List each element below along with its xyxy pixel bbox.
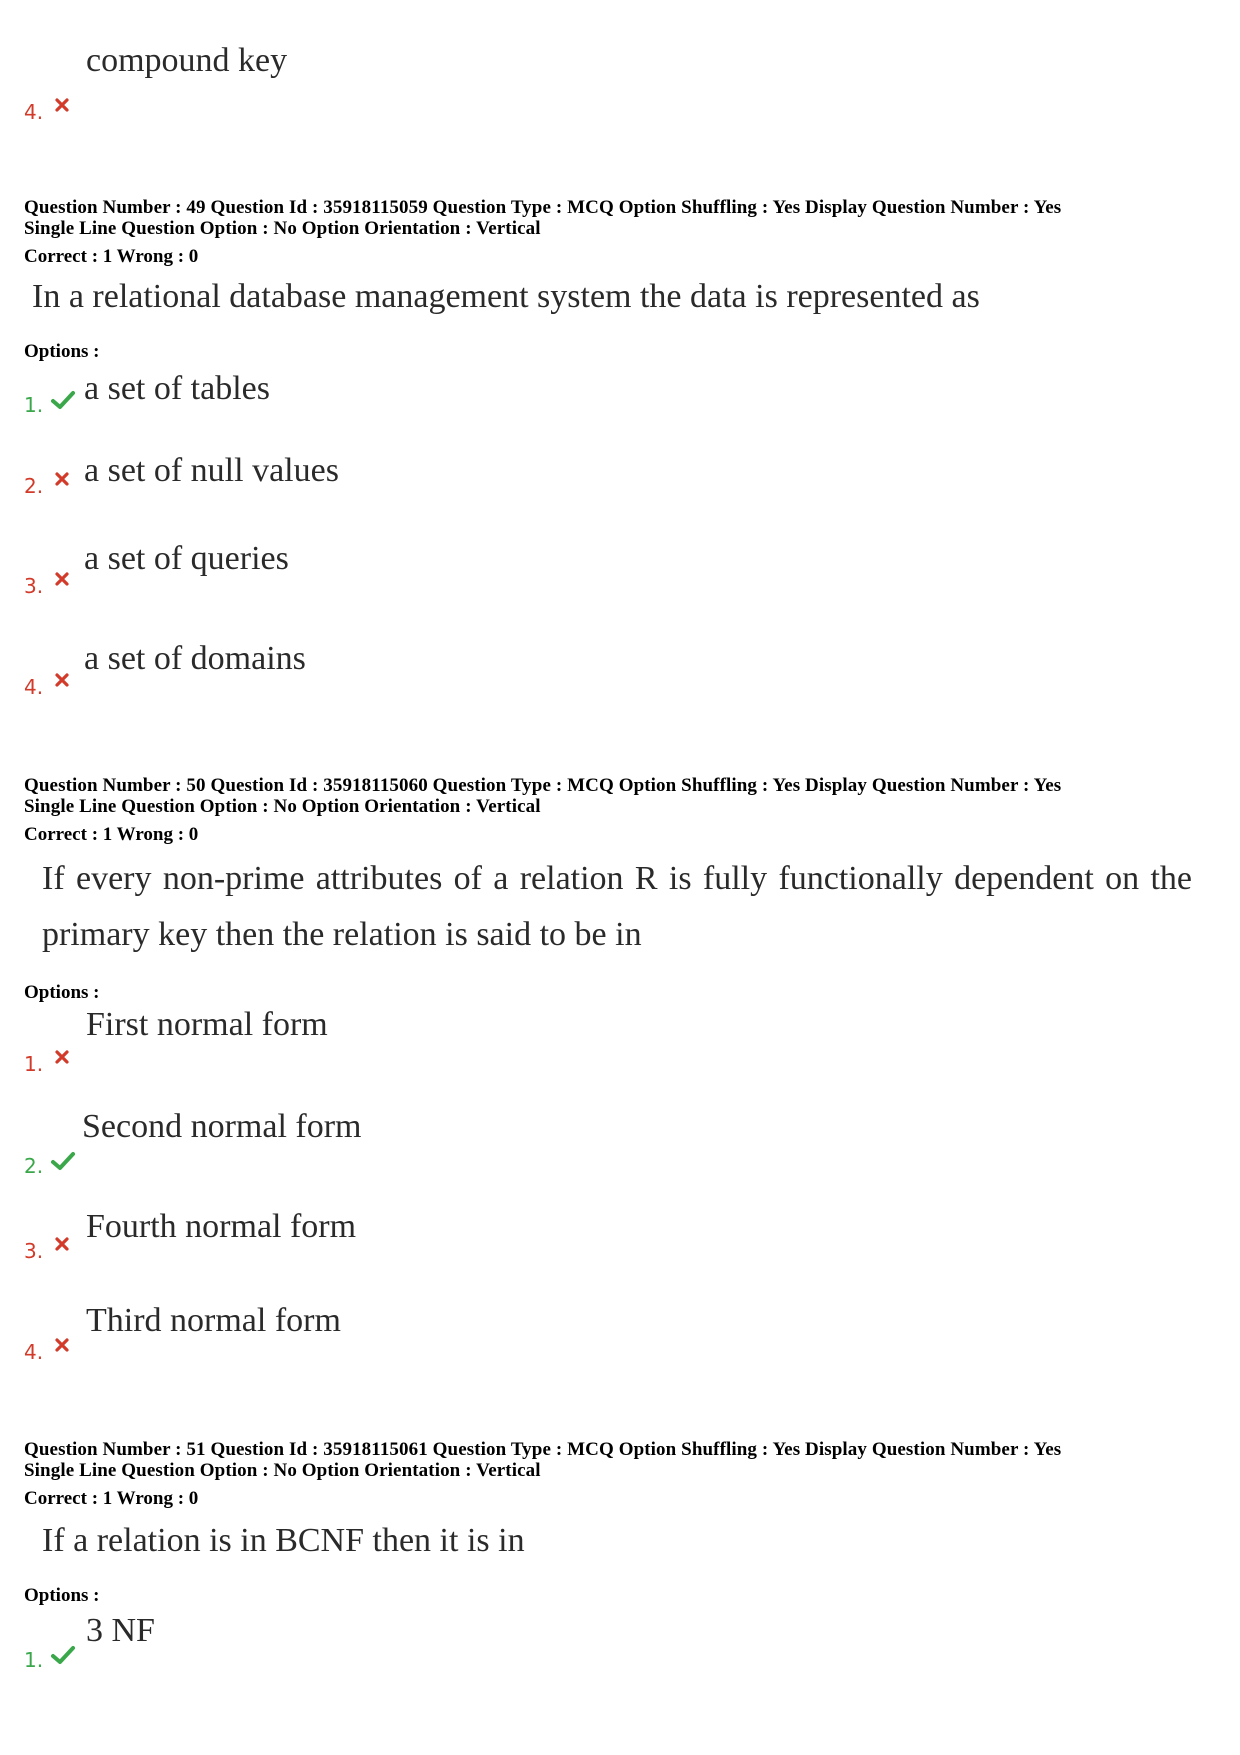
- option-number: 1.: [24, 1052, 44, 1076]
- question-meta-line2: Single Line Question Option : No Option Orientation : Vertical: [24, 796, 541, 817]
- cross-icon: [55, 673, 69, 687]
- question-meta-line2: Single Line Question Option : No Option Orientation : Vertical: [24, 218, 541, 239]
- options-label: Options :: [24, 982, 100, 1003]
- option-text: Fourth normal form: [86, 1208, 357, 1245]
- option-text: First normal form: [86, 1006, 328, 1043]
- cross-icon: [55, 1338, 69, 1352]
- option-number: 3.: [24, 1239, 44, 1263]
- option-number: 4.: [24, 100, 44, 124]
- option-text: Third normal form: [86, 1302, 341, 1339]
- question-marks: Correct : 1 Wrong : 0: [24, 1488, 199, 1509]
- question-marks: Correct : 1 Wrong : 0: [24, 246, 199, 267]
- question-stem: primary key then the relation is said to be in: [42, 916, 642, 953]
- question-meta-line1: Question Number : 51 Question Id : 35918115061 Question Type : MCQ Option Shuffling : Yes Display Question Number : Yes: [24, 1439, 1062, 1460]
- option-text: a set of null values: [84, 452, 339, 489]
- cross-icon: [55, 1237, 69, 1251]
- cross-icon: [55, 98, 69, 112]
- option-text: a set of tables: [84, 370, 270, 407]
- option-number: 1.: [24, 1648, 44, 1672]
- option-number: 4.: [24, 675, 44, 699]
- question-meta-line1: Question Number : 49 Question Id : 35918115059 Question Type : MCQ Option Shuffling : Yes Display Question Number : Yes: [24, 197, 1062, 218]
- question-meta-line1: Question Number : 50 Question Id : 35918115060 Question Type : MCQ Option Shuffling : Yes Display Question Number : Yes: [24, 775, 1062, 796]
- question-stem: If every non-prime attributes of a relation R is fully functionally dependent on the: [42, 860, 1192, 897]
- question-marks: Correct : 1 Wrong : 0: [24, 824, 199, 845]
- option-number: 1.: [24, 393, 44, 417]
- option-text: 3 NF: [86, 1612, 155, 1649]
- options-label: Options :: [24, 1585, 100, 1606]
- cross-icon: [55, 572, 69, 586]
- question-stem: If a relation is in BCNF then it is in: [42, 1522, 525, 1559]
- check-icon: [51, 1645, 75, 1665]
- option-text: compound key: [86, 42, 288, 79]
- option-text: Second normal form: [82, 1108, 362, 1145]
- question-stem: In a relational database management system the data is represented as: [32, 278, 980, 315]
- check-icon: [51, 390, 75, 410]
- option-text: a set of domains: [84, 640, 306, 677]
- cross-icon: [55, 1050, 69, 1064]
- cross-icon: [55, 472, 69, 486]
- option-number: 2.: [24, 1154, 44, 1178]
- check-icon: [51, 1151, 75, 1171]
- option-number: 2.: [24, 474, 44, 498]
- option-number: 4.: [24, 1340, 44, 1364]
- options-label: Options :: [24, 341, 100, 362]
- option-text: a set of queries: [84, 540, 289, 577]
- question-meta-line2: Single Line Question Option : No Option Orientation : Vertical: [24, 1460, 541, 1481]
- option-number: 3.: [24, 574, 44, 598]
